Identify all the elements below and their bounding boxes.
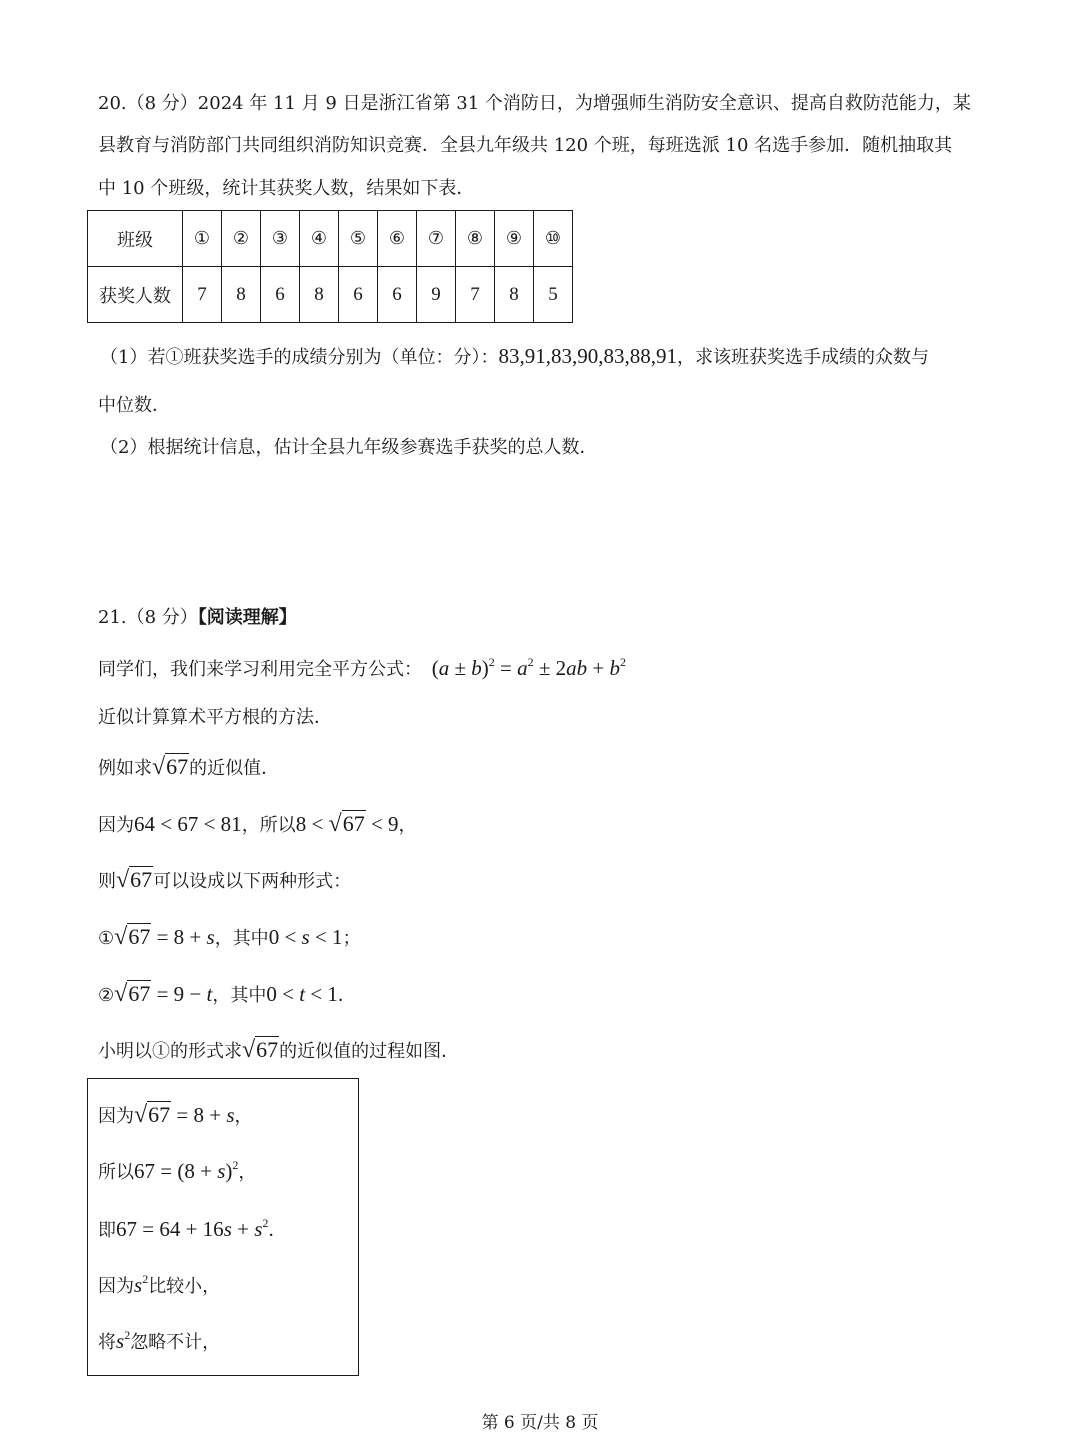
box-line-3: 即$67 = 64 + 16s + s^2$． [98, 1216, 287, 1241]
box-eq-3: $67 = 64 + 16s + s^2$ [116, 1216, 269, 1241]
table-count-row [88, 267, 573, 323]
box-line-1: 因为√67 = 8 + s， [98, 1102, 253, 1128]
count-cell: 8 [300, 267, 339, 323]
count-cell: 8 [222, 267, 261, 323]
q20-line-1: 20.（8 分）2024 年 11 月 9 日是浙江省第 31 个消防日，为增强师生消防安全意识、提高自救防范能力，某 [98, 93, 971, 114]
count-cell: 5 [534, 267, 573, 323]
table-row-label: 获奖人数 [88, 267, 183, 323]
q21-line-4-a: 因为 [98, 815, 134, 836]
q21-tag: 【阅读理解】 [197, 607, 297, 628]
box-line-2: 所以$67 = (8 + s)^2$， [98, 1158, 257, 1183]
award-table [87, 210, 573, 323]
box-eq-1: √67 = 8 + s [134, 1102, 235, 1128]
q21-line-5 [98, 868, 351, 894]
q20-part1-text-a: （1）若①班获奖选手的成绩分别为（单位：分）： [100, 347, 499, 368]
q20-part1-text-b: ，求该班获奖选手成绩的众数与 [676, 347, 929, 368]
box-line-2-label: 所以 [98, 1162, 134, 1183]
box-eq-2: $67 = (8 + s)^2$ [134, 1158, 239, 1183]
q21-line-4: 因为64 < 67 < 81，所以8 < √67 < 9， [98, 811, 417, 837]
class-cell: ③ [261, 211, 300, 267]
box-line-5-text: 忽略不计， [130, 1332, 221, 1353]
form-1-equation: √67 = 8 + s [114, 924, 215, 950]
sqrt-67: √67 [242, 1037, 279, 1063]
q21-line-8-a: 小明以①的形式求 [98, 1041, 242, 1062]
inequality-64-67-81: 64 < 67 < 81 [134, 812, 242, 836]
q21-line-8 [98, 1038, 459, 1064]
class-cell: ⑩ [534, 211, 573, 267]
count-cell: 7 [456, 267, 495, 323]
count-cell: 7 [183, 267, 222, 323]
count-cell: 6 [339, 267, 378, 323]
box-line-5 [98, 1329, 220, 1355]
box-s-squared: $s^2$ [134, 1272, 149, 1297]
count-cell: 6 [378, 267, 417, 323]
form-1-mark: ① [98, 928, 115, 949]
solution-box [87, 1078, 359, 1376]
box-line-4-text: 比较小， [148, 1276, 221, 1297]
form-2-mid: ，其中 [212, 985, 267, 1006]
form-1-mid: ，其中 [214, 928, 269, 949]
box-line-1-label: 因为 [98, 1106, 134, 1127]
form-2-range: 0 < t < 1 [266, 982, 338, 1006]
q20-line-3: 中 10 个班级，统计其获奖人数，结果如下表． [98, 178, 475, 199]
q21-line-4-b: ，所以 [241, 815, 296, 836]
q21-line-8-b: 的近似值的过程如图． [279, 1041, 460, 1062]
q21-line-5-a: 则 [98, 871, 116, 892]
q21-line-3-b: 的近似值． [189, 758, 280, 779]
class-cell: ④ [300, 211, 339, 267]
q21-line-3-a: 例如求 [98, 758, 152, 779]
q21-line-5-b: 可以设成以下两种形式： [153, 871, 352, 892]
count-cell: 6 [261, 267, 300, 323]
q20-part1-scores: 83,91,83,90,83,88,91 [498, 344, 677, 368]
class-cell: ② [222, 211, 261, 267]
box-s-squared: $s^2$ [116, 1328, 131, 1353]
q21-line-1 [98, 656, 626, 682]
count-cell: 9 [417, 267, 456, 323]
q20-part1-cont: 中位数． [98, 395, 170, 416]
page-footer: 第 6 页/共 8 页 [481, 1413, 599, 1433]
q21-form-2: ②√67 = 9 − t，其中0 < t < 1． [98, 981, 356, 1007]
table-header-label: 班级 [88, 211, 183, 267]
q21-line-2: 近似计算算术平方根的方法． [98, 707, 332, 728]
square-formula: $(a \pm b)^2 = a^2 \pm 2ab + b^2$ [431, 655, 626, 680]
class-cell: ⑧ [456, 211, 495, 267]
sqrt-67: √67 [116, 867, 153, 893]
q21-line-3 [98, 755, 279, 781]
class-cell: ⑨ [495, 211, 534, 267]
count-cell: 8 [495, 267, 534, 323]
box-line-4-label: 因为 [98, 1276, 134, 1297]
q21-line-1-text: 同学们，我们来学习利用完全平方公式： [98, 659, 422, 680]
class-cell: ⑤ [339, 211, 378, 267]
table-header-row [88, 211, 573, 267]
q20-part1 [100, 344, 929, 370]
form-1-range: 0 < s < 1 [268, 925, 343, 949]
q21-title [98, 606, 297, 630]
class-cell: ⑦ [417, 211, 456, 267]
q21-form-1: ①√67 = 8 + s，其中0 < s < 1； [98, 924, 361, 950]
form-2-mark: ② [98, 985, 115, 1006]
box-line-3-label: 即 [98, 1220, 116, 1241]
inequality-8-sqrt67-9: 8 < √67 < 9 [295, 811, 399, 837]
q21-number: 21.（8 分） [98, 607, 198, 628]
box-line-4 [98, 1273, 220, 1299]
class-cell: ① [183, 211, 222, 267]
sqrt-67: √67 [152, 754, 189, 780]
q20-line-2: 县教育与消防部门共同组织消防知识竞赛．全县九年级共 120 个班，每班选派 10 名选手参加．随机抽取其 [98, 135, 953, 156]
q20-part2: （2）根据统计信息，估计全县九年级参赛选手获奖的总人数． [100, 437, 598, 458]
box-line-5-label: 将 [98, 1332, 116, 1353]
class-cell: ⑥ [378, 211, 417, 267]
form-2-equation: √67 = 9 − t [114, 981, 213, 1007]
